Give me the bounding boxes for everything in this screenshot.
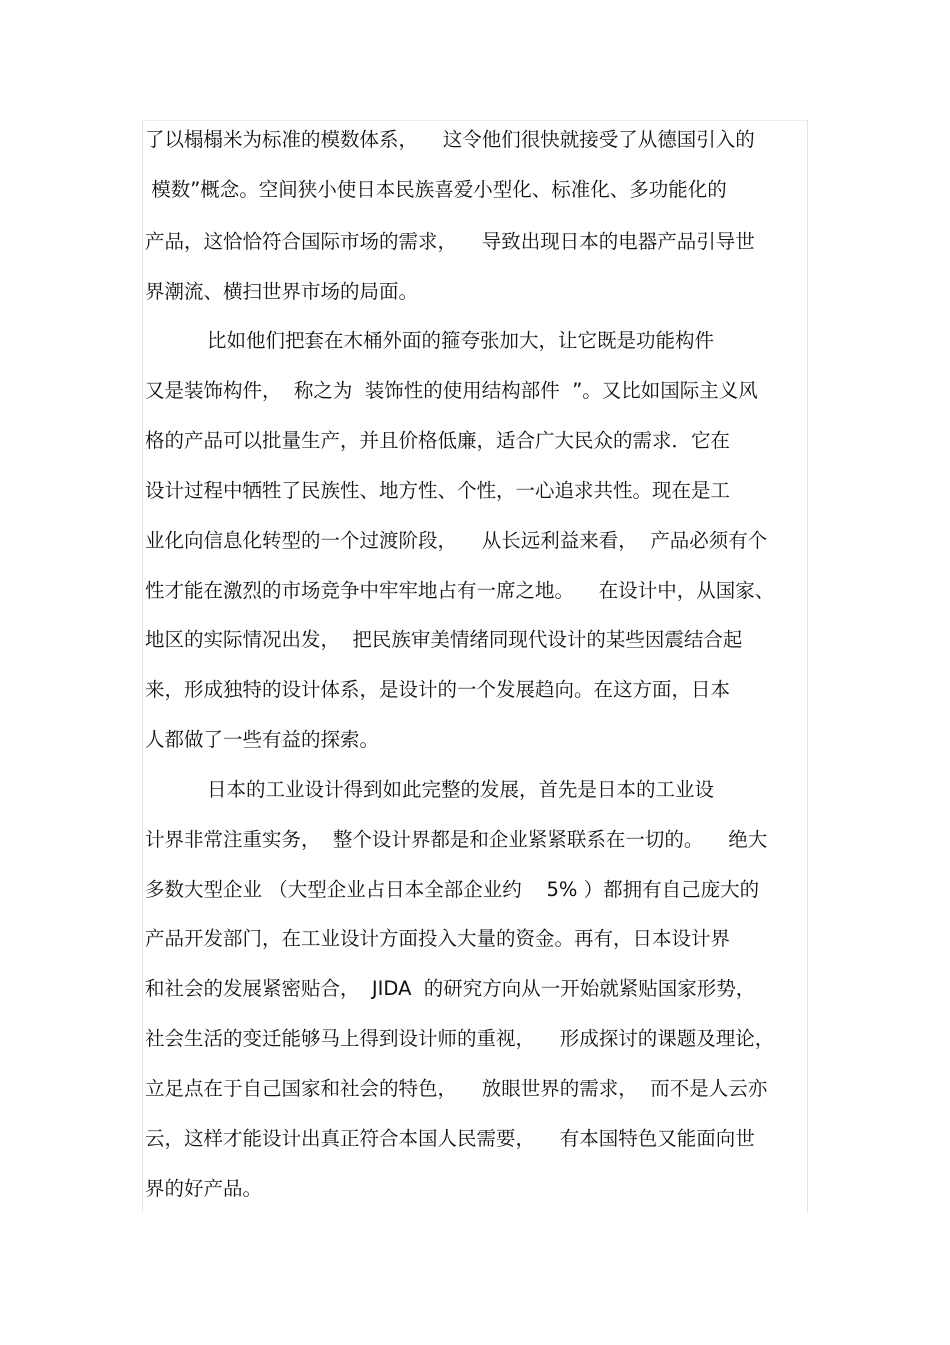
text-line: 计界非常注重实务， 整个设计界都是和企业紧紧联系在一切的。 绝大 [145,828,768,851]
text-line: 模数”概念。空间狭小使日本民族喜爱小型化、标准化、多功能化的 [145,178,727,201]
text-line: 业化向信息化转型的一个过渡阶段， 从长远利益来看， 产品必须有个 [145,529,768,552]
text-line: 了以榻榻米为标准的模数体系， 这令他们很快就接受了从德国引入的 [145,128,755,151]
text-line: 来，形成独特的设计体系，是设计的一个发展趋向。在这方面，日本 [145,678,731,701]
text-line: 社会生活的变迁能够马上得到设计师的重视， 形成探讨的课题及理论， [145,1027,775,1050]
text-line: 又是装饰构件， 称之为 装饰性的使用结构部件 ”。又比如国际主义风 [145,379,758,402]
text-line: 产品开发部门，在工业设计方面投入大量的资金。再有，日本设计界 [145,927,731,950]
text-line: 日本的工业设计得到如此完整的发展，首先是日本的工业设 [145,778,714,801]
text-line: 和社会的发展紧密贴合， JIDA 的研究方向从一开始就紧贴国家形势， [145,977,756,1000]
text-line: 地区的实际情况出发， 把民族审美情绪同现代设计的某些因震结合起 [145,628,743,651]
text-line: 云，这样才能设计出真正符合本国人民需要， 有本国特色又能面向世 [145,1127,755,1150]
text-line: 比如他们把套在木桶外面的箍夸张加大，让它既是功能构件 [145,329,714,352]
text-line: 界的好产品。 [145,1177,263,1200]
text-line: 多数大型企业 （大型企业占日本全部企业约 5% ）都拥有自己庞大的 [145,878,760,901]
text-line: 性才能在激烈的市场竞争中牢牢地占有一席之地。 在设计中，从国家、 [145,579,775,602]
text-line: 格的产品可以批量生产，并且价格低廉，适合广大民众的需求．它在 [145,429,731,452]
text-line: 设计过程中牺牲了民族性、地方性、个性，一心追求共性。现在是工 [145,479,731,502]
text-line: 立足点在于自己国家和社会的特色， 放眼世界的需求， 而不是人云亦 [145,1077,768,1100]
text-line: 界潮流、横扫世界市场的局面。 [145,280,419,303]
text-line: 产品，这恰恰符合国际市场的需求， 导致出现日本的电器产品引导世 [145,230,755,253]
text-line: 人都做了一些有益的探索。 [145,728,380,751]
